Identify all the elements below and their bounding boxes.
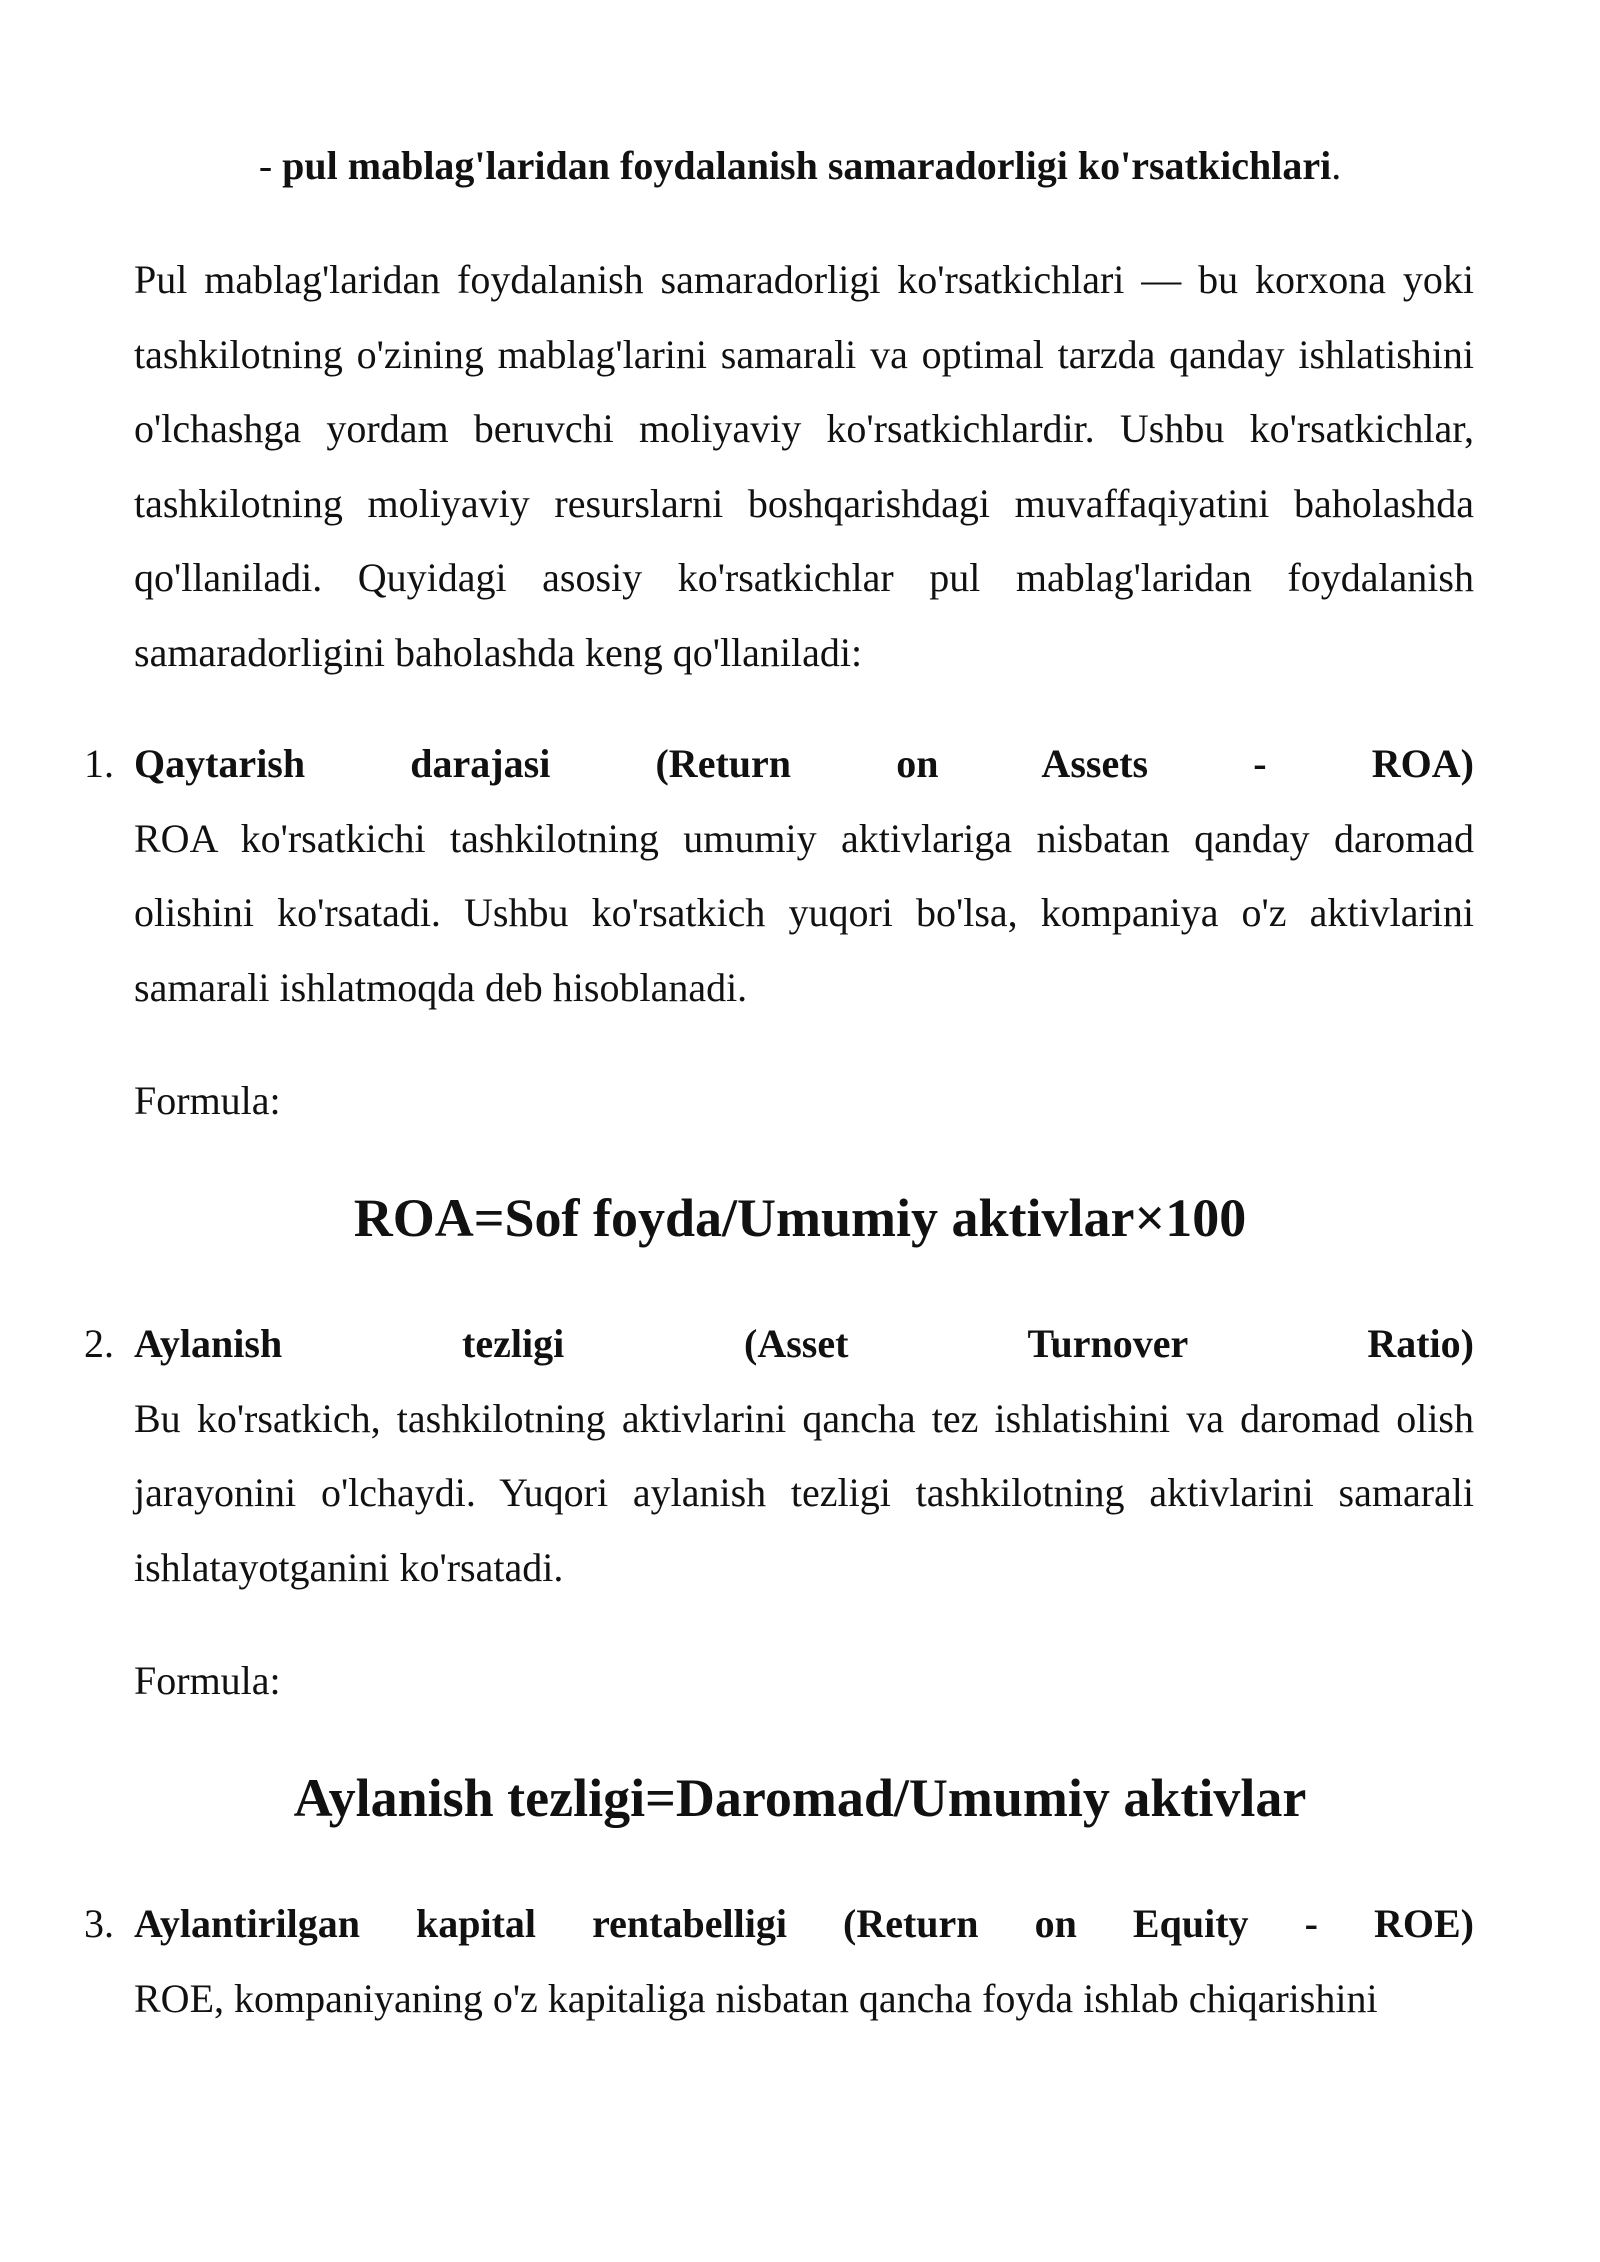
intro-paragraph: Pul mablag'laridan foydalanish samaradorligi ko'rsatkichlari — bu korxona yoki tashkilotning o'zining mablag'larini samarali va optimal tarzda qanday ishlatishini o'lchashga yordam beruvchi moliyaviy ko'rsatkichlardir. Ushbu ko'rsatkichlar, tashkilotning moliyaviy resurslarni boshqarishdagi muvaffaqiyatini baholashda qo'llaniladi. Quyidagi asosiy ko'rsatkichlar pul mablag'laridan foydalanish samaradorligini baholashda keng qo'llaniladi: bbox=[134, 257, 1474, 675]
section-heading bbox=[0, 138, 1600, 194]
list-item-roe bbox=[84, 1887, 1474, 2036]
formula-roa: ROA=Sof foyda/Umumiy aktivlar×100 bbox=[353, 1188, 1247, 1248]
list-item-body: ROE, kompaniyaning o'z kapitaliga nisbatan qancha foyda ishlab chiqarishini bbox=[134, 1975, 1378, 2021]
list-item-body: ROA ko'rsatkichi tashkilotning umumiy aktivlariga nisbatan qanday daromad olishini ko'rsatadi. Ushbu ko'rsatkich yuqori bo'lsa, kompaniya o'z aktivlarini samarali ishlatmoqda deb hisoblanadi. bbox=[134, 815, 1474, 1010]
list-item-title: Qaytarish darajasi (Return on Assets - ROA) bbox=[134, 741, 1474, 786]
list-item-body: Bu ko'rsatkich, tashkilotning aktivlarini qancha tez ishlatishini va daromad olish jarayonini o'lchaydi. Yuqori aylanish tezligi tashkilotning aktivlarini samarali ishlatayotganini ko'rsatadi. bbox=[134, 1395, 1474, 1590]
list-item-title: Aylantirilgan kapital rentabelligi (Return on Equity - ROE) bbox=[134, 1901, 1474, 1946]
list-item-number: 2. bbox=[84, 1321, 114, 1366]
list-item-number: 3. bbox=[84, 1901, 114, 1946]
list-item-asset-turnover bbox=[84, 1307, 1474, 1605]
formula-asset-turnover: Aylanish tezligi=Daromad/Umumiy aktivlar bbox=[293, 1768, 1307, 1828]
list-item-number: 1. bbox=[84, 741, 114, 786]
heading-period: . bbox=[1331, 143, 1342, 188]
heading-title: pul mablag'laridan foydalanish samaradorligi ko'rsatkichlari bbox=[282, 143, 1332, 188]
heading-dash: - bbox=[258, 143, 283, 188]
list-item-title: Aylanish tezligi (Asset Turnover Ratio) bbox=[134, 1321, 1474, 1366]
list-item-roa bbox=[84, 727, 1474, 1025]
formula-label: Formula: bbox=[134, 1078, 281, 1123]
formula-label: Formula: bbox=[134, 1658, 281, 1703]
